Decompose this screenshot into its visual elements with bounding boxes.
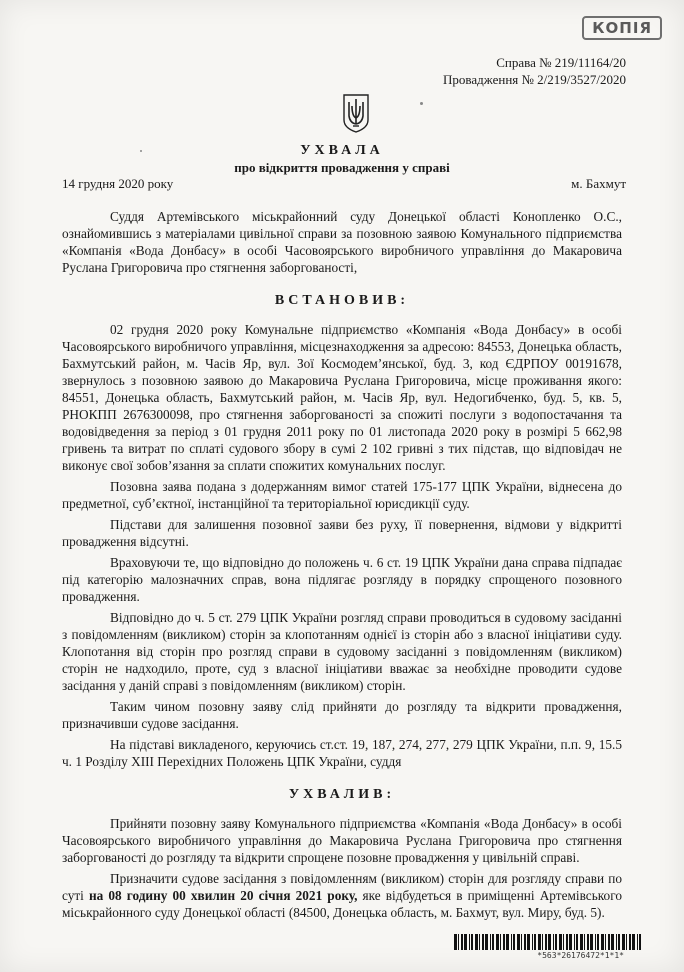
- barcode-bar: [566, 934, 568, 950]
- barcode-bar: [632, 934, 635, 950]
- barcode-bar: [527, 934, 530, 950]
- barcode-bar: [605, 934, 606, 950]
- established-paragraph: Враховуючи те, що відповідно до положень ч. 6 ст. 19 ЦПК України дана справа підпадає під категорію малозначних справ, вона підлягає розгляду в порядку спрощеного позовного провадження.: [62, 555, 622, 604]
- barcode-bar: [532, 934, 533, 950]
- trident-emblem-icon: [341, 92, 371, 134]
- barcode-text: *563*26176472*1*1*: [537, 951, 624, 960]
- barcode-bar: [482, 934, 484, 950]
- document-title: УХВАЛА: [300, 143, 384, 158]
- established-paragraph: Позовна заява подана з додержанням вимог статей 175-177 ЦПК України, віднесена до предметної, суб’єктної, інстанційної та територіальної юрисдикції суду.: [62, 479, 622, 511]
- established-paragraph: Таким чином позовну заяву слід прийняти до розгляду та відкрити провадження, призначивши судове засідання.: [62, 699, 622, 731]
- barcode-bar: [555, 934, 557, 950]
- document-body: [62, 208, 622, 921]
- barcode-bar: [490, 934, 491, 950]
- barcode-bar: [629, 934, 631, 950]
- ruled-paragraph-hearing: [62, 870, 622, 921]
- barcode-bar: [622, 934, 625, 950]
- barcode-bar: [595, 934, 596, 950]
- established-paragraph: На підставі викладеного, керуючись ст.ст. 19, 187, 274, 277, 279 ЦПК України, п.п. 9, 15.5 ч. 1 Розділу XIII Перехідних Положень ЦПК України, суддя: [62, 737, 622, 769]
- barcode: [454, 934, 644, 950]
- barcode-bar: [524, 934, 526, 950]
- case-info: [443, 54, 626, 88]
- barcode-bar: [458, 934, 459, 950]
- established-paragraph: Відповідно до ч. 5 ст. 279 ЦПК України розгляд справи проводиться в судовому засіданні з повідомленням (викликом) сторін за клопотанням однієї із сторін або з власної ініціативи суду. Клопотання від сторін про розгляд справи в судовому засіданні з повідомленням (викликом) сторін не надходило, проте, суд з власної ініціативи вважає за необхідне проводити судове засідання у даній справі з повідомленням (викликом) сторін.: [62, 610, 622, 693]
- barcode-bar: [548, 934, 551, 950]
- barcode-bar: [464, 934, 467, 950]
- barcode-bar: [559, 934, 562, 950]
- barcode-bar: [580, 934, 583, 950]
- ruled-paragraph: Прийняти позовну заяву Комунального підприємства «Компанія «Вода Донбасу» в особі Часовоярського виробничого управління до Макаровича Руслана Григоровича про стягнення заборгованості до розгляду та відкрити спрощене позовне провадження у цивільній справі.: [62, 816, 622, 865]
- barcode-bar: [500, 934, 501, 950]
- barcode-bar: [492, 934, 494, 950]
- barcode-bar: [611, 934, 614, 950]
- barcode-bar: [584, 934, 585, 950]
- barcode-bar: [475, 934, 478, 950]
- barcode-bar: [618, 934, 620, 950]
- barcode-bar: [534, 934, 536, 950]
- document-date: 14 грудня 2020 року: [62, 176, 174, 191]
- barcode-bar: [616, 934, 617, 950]
- barcode-bar: [471, 934, 473, 950]
- barcode-bar: [574, 934, 575, 950]
- barcode-bar: [496, 934, 499, 950]
- hearing-datetime: на 08 годину 00 хвилин 20 січня 2021 року,: [88, 888, 358, 903]
- barcode-bar: [587, 934, 589, 950]
- intro-paragraph: Суддя Артемівського міськрайонний суду Донецької області Конопленко О.С., ознайомившись з матеріалами цивільної справи за позовною заявою Комунального підприємства «Компанія «Вода Донбасу» в особі Часовоярського виробничого управління до Макаровича Руслана Григоровича про стягнення заборгованості,: [62, 209, 622, 275]
- barcode-bar: [454, 934, 457, 950]
- heading-established: ВСТАНОВИВ:: [274, 293, 410, 308]
- barcode-bar: [511, 934, 512, 950]
- barcode-bar: [521, 934, 522, 950]
- barcode-bar: [517, 934, 520, 950]
- barcode-bar: [469, 934, 470, 950]
- barcode-bar: [513, 934, 515, 950]
- document-subtitle: про відкриття провадження у справі: [234, 160, 450, 175]
- heading-ruled: УХВАЛИВ:: [288, 787, 396, 802]
- scan-speck: [420, 102, 423, 105]
- barcode-bar: [461, 934, 463, 950]
- barcode-bar: [563, 934, 564, 950]
- barcode-bar: [538, 934, 541, 950]
- established-paragraph: Підстави для залишення позовної заяви без руху, її повернення, відмови у відкритті провадження відсутні.: [62, 517, 622, 549]
- barcode-bar: [590, 934, 593, 950]
- barcode-bar: [576, 934, 578, 950]
- barcode-bar: [542, 934, 543, 950]
- barcode-bar: [608, 934, 610, 950]
- barcode-bar: [569, 934, 572, 950]
- proceeding-number: Провадження № 2/219/3527/2020: [443, 72, 626, 87]
- scan-speck: [140, 150, 142, 152]
- document-city: м. Бахмут: [571, 176, 626, 191]
- copy-stamp: КОПІЯ: [582, 16, 662, 40]
- barcode-bar: [637, 934, 638, 950]
- barcode-bar: [485, 934, 488, 950]
- barcode-bar: [639, 934, 641, 950]
- ruled-text: Призначити судове засідання з повідомленням (викликом) сторін для розгляду справи по суті: [62, 871, 622, 903]
- barcode-bar: [479, 934, 480, 950]
- barcode-bar: [506, 934, 509, 950]
- barcode-bar: [601, 934, 604, 950]
- barcode-bar: [503, 934, 505, 950]
- barcode-bar: [553, 934, 554, 950]
- case-number: Справа № 219/11164/20: [496, 55, 626, 70]
- barcode-bar: [626, 934, 627, 950]
- ruled-text: яке відбудеться в приміщенні Артемівського міськрайонного суду Донецької області (84500, Донецька область, м. Бахмут, вул. Миру, буд. 5).: [62, 888, 622, 920]
- established-paragraph: 02 грудня 2020 року Комунальне підприємство «Компанія «Вода Донбасу» в особі Часовоярського виробничого управління, місцезнаходження за адресою: 84553, Донецька область, Бахмутський район, м. Часів Яр, вул. Зої Космодем’янської, буд. 3, код ЄДРПОУ 00191678, звернулось з позовною заявою до Макаровича Руслана Григоровича, місце проживання якого: 84551, Донецька область, Бахмутський район, м. Часів Яр, вул. Недогибченко, буд. 5, кв. 5, РНОКПП 2676300098, про стягнення заборгованості за спожиті послуги з водопостачання та водовідведення за період з 01 грудня 2011 року по 01 листопада 2020 року в розмірі 5 662,98 гривень та витрат по сплаті судового збору в сумі 2 102 гривні з тих підстав, що відповідач не виконує свої зобов’язання за сплати спожитих комунальних послуг.: [62, 322, 622, 473]
- barcode-bar: [545, 934, 547, 950]
- barcode-bar: [597, 934, 599, 950]
